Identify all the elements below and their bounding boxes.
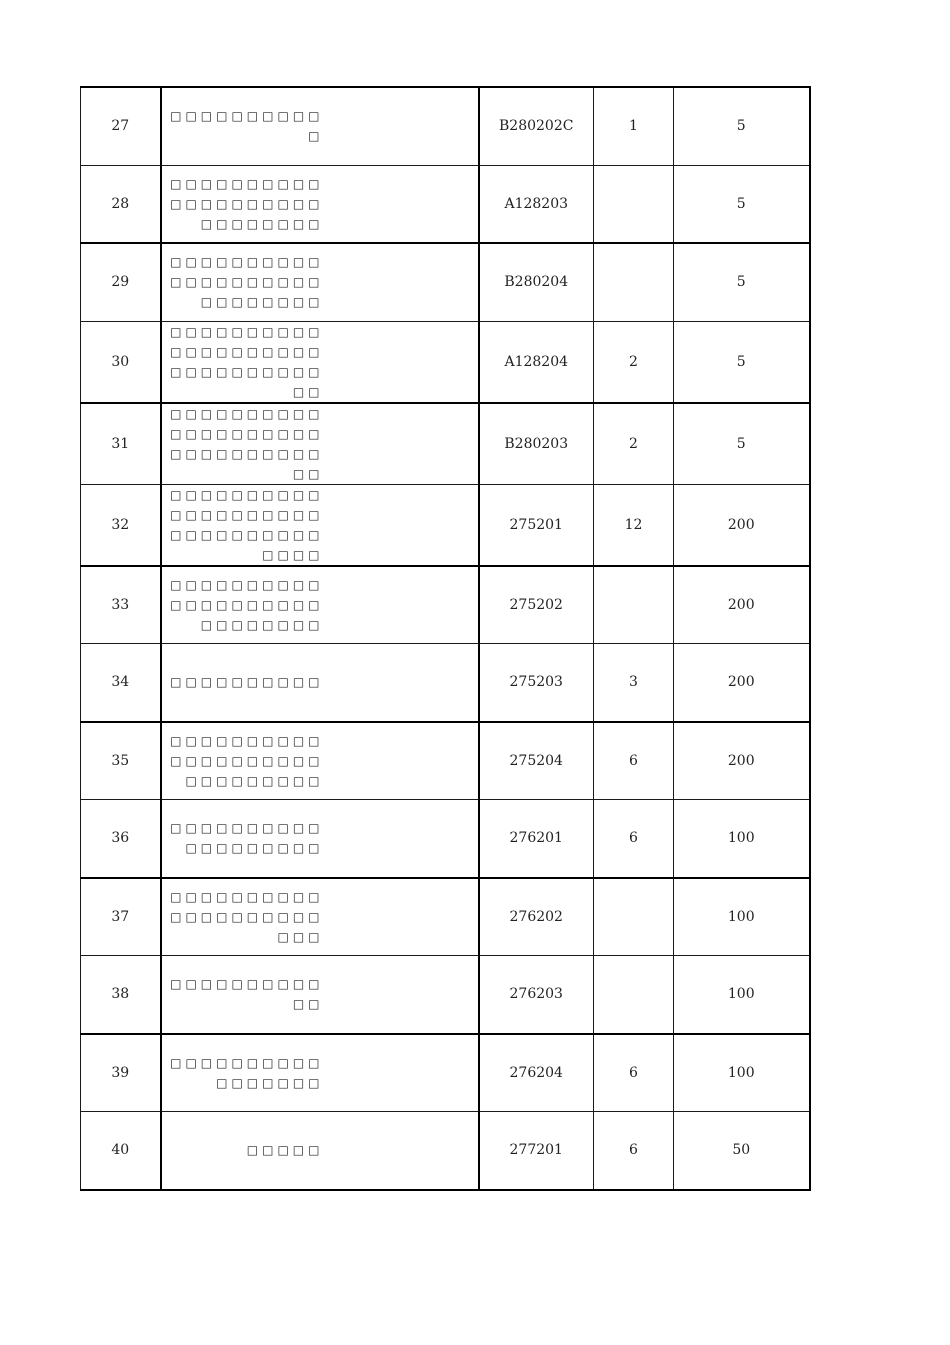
table-row	[81, 644, 810, 722]
item-code-cell[interactable]: 277201	[479, 1112, 594, 1190]
table-row	[81, 403, 810, 485]
table-row	[81, 165, 810, 243]
value-cell[interactable]: 100	[674, 800, 810, 878]
item-code-cell[interactable]: 275202	[479, 566, 594, 644]
item-name-cell[interactable]	[161, 566, 479, 644]
item-name-text: □□□□□	[246, 1143, 324, 1158]
item-code-cell[interactable]: 275204	[479, 722, 594, 800]
value-cell[interactable]: 5	[674, 243, 810, 321]
value-cell[interactable]: 100	[674, 1034, 810, 1112]
item-name-cell[interactable]	[161, 956, 479, 1034]
quantity-cell[interactable]	[594, 566, 674, 644]
value-cell[interactable]: 5	[674, 165, 810, 243]
table-row	[81, 800, 810, 878]
value-cell[interactable]: 100	[674, 956, 810, 1034]
quantity-cell[interactable]	[594, 243, 674, 321]
item-code-cell[interactable]: B280203	[479, 403, 594, 485]
table-row	[81, 1112, 810, 1190]
item-name-cell[interactable]	[161, 243, 479, 321]
row-number-cell[interactable]: 35	[81, 722, 161, 800]
table-row	[81, 566, 810, 644]
item-name-text: □□□□□□□□□□□□□□□□□□□□□□□□□□□□□	[170, 733, 324, 788]
item-name-text: □□□□□□□□□□	[170, 675, 324, 690]
item-code-cell[interactable]: A128203	[479, 165, 594, 243]
row-number-cell[interactable]: 34	[81, 644, 161, 722]
quantity-cell[interactable]	[594, 878, 674, 956]
table-row	[81, 243, 810, 321]
item-name-cell[interactable]	[161, 722, 479, 800]
value-cell[interactable]: 5	[674, 87, 810, 165]
item-name-cell[interactable]	[161, 87, 479, 165]
quantity-cell[interactable]: 1	[594, 87, 674, 165]
item-name-cell[interactable]	[161, 165, 479, 243]
item-code-cell[interactable]: B280204	[479, 243, 594, 321]
quantity-cell[interactable]: 6	[594, 1034, 674, 1112]
row-number-cell[interactable]: 38	[81, 956, 161, 1034]
item-name-text: □□□□□□□□□□□□□□□□□□□	[170, 821, 324, 856]
quantity-cell[interactable]: 2	[594, 321, 674, 403]
item-name-text: □□□□□□□□□□□□□□□□□	[170, 1055, 324, 1090]
item-code-cell[interactable]: B280202C	[479, 87, 594, 165]
value-cell[interactable]: 5	[674, 321, 810, 403]
row-number-cell[interactable]: 36	[81, 800, 161, 878]
spreadsheet-table	[80, 86, 811, 1191]
value-cell[interactable]: 5	[674, 403, 810, 485]
item-code-cell[interactable]: 276201	[479, 800, 594, 878]
row-number-cell[interactable]: 30	[81, 321, 161, 403]
item-name-cell[interactable]	[161, 1034, 479, 1112]
value-cell[interactable]: 200	[674, 644, 810, 722]
table-row	[81, 484, 810, 566]
row-number-cell[interactable]: 39	[81, 1034, 161, 1112]
table-row	[81, 956, 810, 1034]
row-number-cell[interactable]: 28	[81, 165, 161, 243]
item-code-cell[interactable]: 276203	[479, 956, 594, 1034]
row-number-cell[interactable]: 29	[81, 243, 161, 321]
quantity-cell[interactable]	[594, 956, 674, 1034]
row-number-cell[interactable]: 40	[81, 1112, 161, 1190]
item-name-text: □□□□□□□□□□□□□□□□□□□□□□□□□□□□	[170, 577, 324, 632]
quantity-cell[interactable]: 2	[594, 403, 674, 485]
quantity-cell[interactable]: 12	[594, 484, 674, 566]
item-name-cell[interactable]	[161, 321, 479, 403]
row-number-cell[interactable]: 32	[81, 484, 161, 566]
item-name-cell[interactable]	[161, 800, 479, 878]
row-number-cell[interactable]: 33	[81, 566, 161, 644]
row-number-cell[interactable]: 31	[81, 403, 161, 485]
item-name-text: □□□□□□□□□□□□□□□□□□□□□□□□□□□□	[170, 176, 324, 231]
item-code-cell[interactable]: 275203	[479, 644, 594, 722]
row-number-cell[interactable]: 37	[81, 878, 161, 956]
quantity-cell[interactable]: 3	[594, 644, 674, 722]
value-cell[interactable]: 50	[674, 1112, 810, 1190]
item-name-cell[interactable]	[161, 644, 479, 722]
item-name-text: □□□□□□□□□□□□□□□□□□□□□□□	[170, 889, 324, 944]
table-row	[81, 1034, 810, 1112]
value-cell[interactable]: 200	[674, 566, 810, 644]
item-name-text: □□□□□□□□□□□□□□□□□□□□□□□□□□□□	[170, 255, 324, 310]
item-name-cell[interactable]	[161, 403, 479, 485]
item-code-cell[interactable]: 276204	[479, 1034, 594, 1112]
item-name-text: □□□□□□□□□□□□	[170, 977, 324, 1012]
item-code-cell[interactable]: A128204	[479, 321, 594, 403]
item-name-text: □□□□□□□□□□□	[170, 109, 324, 144]
table-row	[81, 878, 810, 956]
quantity-cell[interactable]	[594, 165, 674, 243]
table-row	[81, 87, 810, 165]
value-cell[interactable]: 200	[674, 722, 810, 800]
item-name-text: □□□□□□□□□□□□□□□□□□□□□□□□□□□□□□□□□□	[170, 487, 324, 562]
item-code-cell[interactable]: 276202	[479, 878, 594, 956]
item-name-cell[interactable]	[161, 878, 479, 956]
row-number-cell[interactable]: 27	[81, 87, 161, 165]
quantity-cell[interactable]: 6	[594, 722, 674, 800]
value-cell[interactable]: 100	[674, 878, 810, 956]
item-name-cell[interactable]	[161, 1112, 479, 1190]
item-name-text: □□□□□□□□□□□□□□□□□□□□□□□□□□□□□□□□	[170, 406, 324, 481]
table-row	[81, 321, 810, 403]
item-name-text: □□□□□□□□□□□□□□□□□□□□□□□□□□□□□□□□	[170, 324, 324, 399]
quantity-cell[interactable]: 6	[594, 800, 674, 878]
quantity-cell[interactable]: 6	[594, 1112, 674, 1190]
table-row	[81, 722, 810, 800]
item-code-cell[interactable]: 275201	[479, 484, 594, 566]
table-body	[81, 87, 810, 1190]
value-cell[interactable]: 200	[674, 484, 810, 566]
item-name-cell[interactable]	[161, 484, 479, 566]
